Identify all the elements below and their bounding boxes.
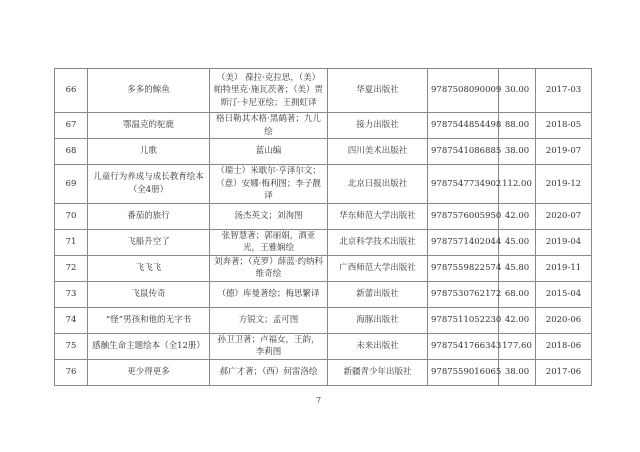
cell-no: 71 <box>55 229 88 255</box>
table-row <box>55 333 592 359</box>
cell-no: 73 <box>55 281 88 307</box>
cell-price: 177.60 <box>499 333 536 359</box>
cell-author: 刘奔著；（克罗）薛蓝·约纳科维奇绘 <box>210 255 328 281</box>
cell-author: （瑞士）米歇尔·亨泽尔文；（意）安娜·梅利图；李子靓译 <box>210 165 328 204</box>
cell-date: 2019-11 <box>536 255 592 281</box>
cell-no: 70 <box>55 203 88 229</box>
cell-title: “怪”男孩和他的无字书 <box>88 307 210 333</box>
cell-price: 88.00 <box>499 113 536 139</box>
cell-publisher: 北京科学技术出版社 <box>328 229 428 255</box>
cell-author: 方锐文；孟可图 <box>210 307 328 333</box>
cell-publisher: 广西师范大学出版社 <box>328 255 428 281</box>
cell-price: 42.00 <box>499 203 536 229</box>
cell-title: 飞飞飞 <box>88 255 210 281</box>
cell-price: 38.00 <box>499 139 536 165</box>
cell-publisher: 四川美术出版社 <box>328 139 428 165</box>
cell-date: 2019-12 <box>536 165 592 204</box>
table-row <box>55 307 592 333</box>
table-row <box>55 255 592 281</box>
cell-author: （美） 葆拉·克拉思，（美）帕特里克·施瓦茨著；（美）贾斯汀·卡尼亚绘；王拥虹译 <box>210 69 328 113</box>
table-row <box>55 281 592 307</box>
cell-isbn: 9787508090009 <box>428 69 499 113</box>
cell-price: 45.00 <box>499 229 536 255</box>
cell-date: 2018-06 <box>536 333 592 359</box>
cell-date: 2017-03 <box>536 69 592 113</box>
cell-isbn: 9787511052230 <box>428 307 499 333</box>
table-row <box>55 359 592 385</box>
cell-isbn: 9787541086885 <box>428 139 499 165</box>
cell-isbn: 9787576005950 <box>428 203 499 229</box>
cell-title: 更少得更多 <box>88 359 210 385</box>
cell-title: 多多的鲸鱼 <box>88 69 210 113</box>
cell-title: 飞船升空了 <box>88 229 210 255</box>
cell-author: 蓝山编 <box>210 139 328 165</box>
cell-author: 张智慧著；郭丽娟，酒亚光，王雅娴绘 <box>210 229 328 255</box>
cell-title: 番茄的旅行 <box>88 203 210 229</box>
cell-no: 74 <box>55 307 88 333</box>
cell-date: 2020-07 <box>536 203 592 229</box>
cell-date: 2020-06 <box>536 307 592 333</box>
cell-author: 格日勒其木格·黑鹤著；九儿绘 <box>210 113 328 139</box>
cell-publisher: 新疆青少年出版社 <box>328 359 428 385</box>
cell-date: 2015-04 <box>536 281 592 307</box>
cell-isbn: 9787541766343 <box>428 333 499 359</box>
table-row <box>55 139 592 165</box>
cell-isbn: 9787559016065 <box>428 359 499 385</box>
cell-publisher: 接力出版社 <box>328 113 428 139</box>
cell-author: 郝广才著；（西）何雷洛绘 <box>210 359 328 385</box>
cell-title: 鄂温克的驼鹿 <box>88 113 210 139</box>
cell-price: 45.80 <box>499 255 536 281</box>
cell-date: 2019-07 <box>536 139 592 165</box>
cell-date: 2019-04 <box>536 229 592 255</box>
cell-title: 儿童行为养成与成长教育绘本（全4册） <box>88 165 210 204</box>
cell-title: 儿歌 <box>88 139 210 165</box>
cell-no: 66 <box>55 69 88 113</box>
cell-isbn: 9787547734902 <box>428 165 499 204</box>
cell-publisher: 北京日报出版社 <box>328 165 428 204</box>
cell-price: 30.00 <box>499 69 536 113</box>
cell-no: 75 <box>55 333 88 359</box>
cell-price: 42.00 <box>499 307 536 333</box>
cell-author: （德）库曼著绘；梅思繁译 <box>210 281 328 307</box>
cell-isbn: 9787544854498 <box>428 113 499 139</box>
cell-publisher: 华东师范大学出版社 <box>328 203 428 229</box>
table-row <box>55 203 592 229</box>
table-row <box>55 113 592 139</box>
cell-title: 飞鼠传奇 <box>88 281 210 307</box>
cell-author: 孙卫卫著；卢福女，王韵，李莉图 <box>210 333 328 359</box>
cell-isbn: 9787559822574 <box>428 255 499 281</box>
cell-no: 69 <box>55 165 88 204</box>
cell-price: 68.00 <box>499 281 536 307</box>
book-list-table <box>54 68 592 386</box>
cell-publisher: 未来出版社 <box>328 333 428 359</box>
cell-date: 2018-05 <box>536 113 592 139</box>
cell-isbn: 9787530762172 <box>428 281 499 307</box>
cell-no: 67 <box>55 113 88 139</box>
cell-no: 72 <box>55 255 88 281</box>
cell-date: 2017-06 <box>536 359 592 385</box>
table-row <box>55 229 592 255</box>
cell-title: 感触生命主题绘本（全12册） <box>88 333 210 359</box>
cell-no: 68 <box>55 139 88 165</box>
cell-isbn: 9787571402044 <box>428 229 499 255</box>
cell-publisher: 海豚出版社 <box>328 307 428 333</box>
cell-publisher: 新蕾出版社 <box>328 281 428 307</box>
cell-author: 汤杰英文；刘洵图 <box>210 203 328 229</box>
page-number: 7 <box>316 396 322 405</box>
cell-price: 38.00 <box>499 359 536 385</box>
table-row <box>55 69 592 113</box>
cell-no: 76 <box>55 359 88 385</box>
table-row <box>55 165 592 204</box>
cell-price: 112.00 <box>499 165 536 204</box>
cell-publisher: 华夏出版社 <box>328 69 428 113</box>
